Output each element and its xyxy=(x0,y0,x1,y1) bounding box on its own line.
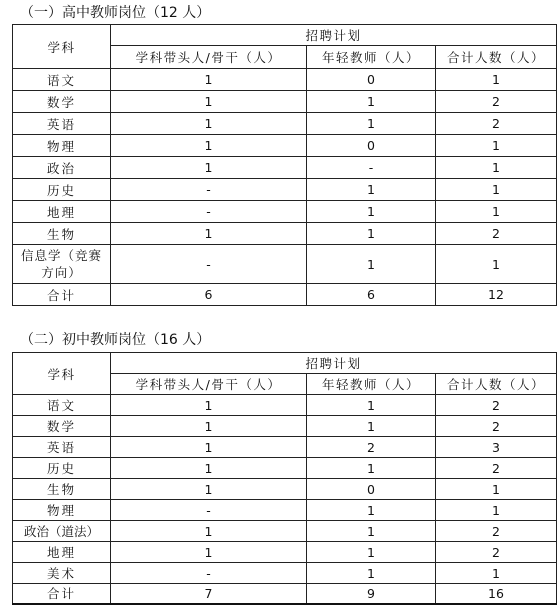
leaders-cell: - xyxy=(111,500,307,521)
total-cell: 1 xyxy=(436,479,557,500)
total-cell: 2 xyxy=(436,223,557,245)
table-row xyxy=(13,113,557,135)
young-cell: 1 xyxy=(307,458,436,479)
middle-school-table xyxy=(12,352,557,605)
young-cell: - xyxy=(307,157,436,179)
total-label-cell: 合计 xyxy=(13,584,111,604)
table-row xyxy=(13,69,557,91)
leaders-total-cell: 7 xyxy=(111,584,307,604)
leaders-total-cell: 6 xyxy=(111,284,307,306)
subject-cell: 物理 xyxy=(13,500,111,521)
table-row xyxy=(13,201,557,223)
header-plan: 招聘计划 xyxy=(111,25,557,46)
leaders-cell: - xyxy=(111,245,307,284)
subject-cell: 物理 xyxy=(13,135,111,157)
subject-cell: 美术 xyxy=(13,563,111,584)
leaders-cell: 1 xyxy=(111,69,307,91)
subject-cell: 地理 xyxy=(13,542,111,563)
total-cell: 1 xyxy=(436,500,557,521)
high-school-title: （一）高中教师岗位（12 人） xyxy=(20,5,211,21)
table-row xyxy=(13,479,557,500)
subject-cell: 地理 xyxy=(13,201,111,223)
subject-cell: 历史 xyxy=(13,179,111,201)
total-row xyxy=(13,284,557,306)
total-cell: 2 xyxy=(436,416,557,437)
leaders-cell: 1 xyxy=(111,479,307,500)
leaders-cell: 1 xyxy=(111,395,307,416)
table-header-row xyxy=(13,25,557,46)
total-row xyxy=(13,584,557,604)
leaders-cell: - xyxy=(111,563,307,584)
total-cell: 2 xyxy=(436,458,557,479)
table-row xyxy=(13,542,557,563)
header-young-teachers: 年轻教师（人） xyxy=(307,374,436,395)
subject-cell: 英语 xyxy=(13,113,111,135)
header-subject: 学科 xyxy=(13,25,111,69)
subject-cell: 生物 xyxy=(13,223,111,245)
young-cell: 0 xyxy=(307,69,436,91)
total-cell: 1 xyxy=(436,69,557,91)
leaders-cell: 1 xyxy=(111,113,307,135)
total-cell: 1 xyxy=(436,245,557,284)
young-cell: 1 xyxy=(307,223,436,245)
total-cell: 1 xyxy=(436,135,557,157)
grand-total-cell: 16 xyxy=(436,584,557,604)
total-cell: 3 xyxy=(436,437,557,458)
subject-cell: 语文 xyxy=(13,395,111,416)
subject-cell: 数学 xyxy=(13,91,111,113)
subject-cell: 英语 xyxy=(13,437,111,458)
leaders-cell: 1 xyxy=(111,437,307,458)
young-cell: 2 xyxy=(307,437,436,458)
leaders-cell: 1 xyxy=(111,223,307,245)
subject-cell: 语文 xyxy=(13,69,111,91)
table-row xyxy=(13,223,557,245)
total-cell: 2 xyxy=(436,395,557,416)
young-cell: 1 xyxy=(307,521,436,542)
subject-cell: 信息学（竞赛方向） xyxy=(13,245,111,284)
total-cell: 2 xyxy=(436,113,557,135)
subject-cell: 数学 xyxy=(13,416,111,437)
leaders-cell: 1 xyxy=(111,91,307,113)
table-row xyxy=(13,458,557,479)
young-cell: 1 xyxy=(307,179,436,201)
total-cell: 2 xyxy=(436,91,557,113)
subject-cell: 历史 xyxy=(13,458,111,479)
header-young-teachers: 年轻教师（人） xyxy=(307,46,436,69)
table-row xyxy=(13,245,557,284)
total-cell: 1 xyxy=(436,179,557,201)
leaders-cell: 1 xyxy=(111,135,307,157)
leaders-cell: - xyxy=(111,201,307,223)
young-cell: 0 xyxy=(307,135,436,157)
table-row xyxy=(13,91,557,113)
header-subject: 学科 xyxy=(13,353,111,395)
leaders-cell: 1 xyxy=(111,157,307,179)
young-cell: 1 xyxy=(307,542,436,563)
subject-cell: 生物 xyxy=(13,479,111,500)
leaders-cell: 1 xyxy=(111,521,307,542)
high-school-table xyxy=(12,24,557,306)
total-cell: 2 xyxy=(436,521,557,542)
young-cell: 1 xyxy=(307,395,436,416)
young-cell: 1 xyxy=(307,563,436,584)
header-plan: 招聘计划 xyxy=(111,353,557,374)
leaders-cell: - xyxy=(111,179,307,201)
header-total-count: 合计人数（人） xyxy=(436,46,557,69)
table-row xyxy=(13,521,557,542)
young-cell: 1 xyxy=(307,201,436,223)
young-cell: 1 xyxy=(307,245,436,284)
leaders-cell: 1 xyxy=(111,542,307,563)
subject-cell: 政治（道法） xyxy=(13,521,111,542)
header-leaders: 学科带头人/骨干（人） xyxy=(111,46,307,69)
table-header-row xyxy=(13,353,557,374)
young-cell: 0 xyxy=(307,479,436,500)
total-label-cell: 合计 xyxy=(13,284,111,306)
grand-total-cell: 12 xyxy=(436,284,557,306)
table-row xyxy=(13,437,557,458)
total-cell: 1 xyxy=(436,157,557,179)
table-row xyxy=(13,500,557,521)
young-cell: 1 xyxy=(307,416,436,437)
leaders-cell: 1 xyxy=(111,416,307,437)
young-cell: 1 xyxy=(307,113,436,135)
table-row xyxy=(13,135,557,157)
header-total-count: 合计人数（人） xyxy=(436,374,557,395)
middle-school-title: （二）初中教师岗位（16 人） xyxy=(20,332,211,348)
table-row xyxy=(13,157,557,179)
table-row xyxy=(13,563,557,584)
total-cell: 1 xyxy=(436,563,557,584)
subject-cell: 政治 xyxy=(13,157,111,179)
total-cell: 2 xyxy=(436,542,557,563)
table-row xyxy=(13,395,557,416)
total-cell: 1 xyxy=(436,201,557,223)
young-total-cell: 9 xyxy=(307,584,436,604)
young-cell: 1 xyxy=(307,500,436,521)
young-cell: 1 xyxy=(307,91,436,113)
table-row xyxy=(13,416,557,437)
header-leaders: 学科带头人/骨干（人） xyxy=(111,374,307,395)
leaders-cell: 1 xyxy=(111,458,307,479)
table-row xyxy=(13,179,557,201)
young-total-cell: 6 xyxy=(307,284,436,306)
